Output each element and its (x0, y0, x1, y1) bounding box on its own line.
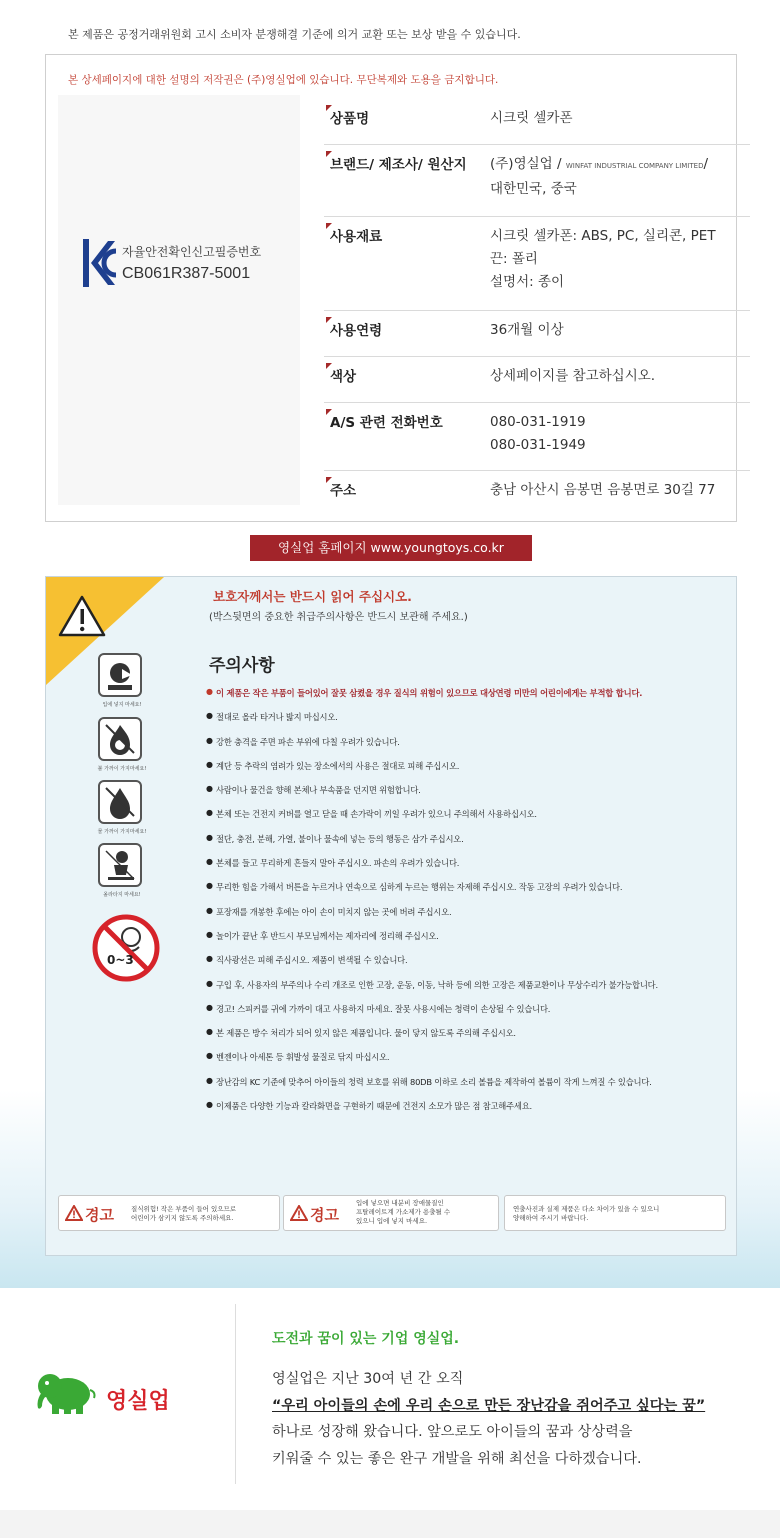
caution-item: ● 사람이나 물건을 향해 본체나 부속품을 던지면 위험합니다. (206, 784, 726, 808)
intro-line: 영실업은 지난 30여 년 간 오직 (272, 1371, 464, 1387)
warning-word: 경고 (310, 1206, 339, 1224)
info-value: 36개월 이상 (490, 322, 564, 338)
caution-item: ● 절대로 올라 타거나 밟지 마십시오. (206, 711, 726, 735)
caution-item: ● 절단, 충전, 분해, 가열, 불이나 물속에 넣는 등의 행동은 삼가 주십시오. (206, 833, 726, 857)
no-fire-icon (98, 717, 142, 761)
warning-line: 있으니 입에 넣지 마세요. (356, 1217, 428, 1225)
notice-line: 양해하여 주시기 바랍니다. (513, 1214, 589, 1222)
info-row-brand (324, 145, 750, 217)
warning-line: 프탈레이트계 가소제가 용출될 수 (356, 1208, 451, 1216)
caution-item: ● 직사광선은 피해 주십시오. 제품이 변색될 수 있습니다. (206, 954, 726, 978)
homepage-link[interactable]: 영실업 홈페이지 www.youngtoys.co.kr (250, 535, 532, 561)
icon-caption: 입에 넣지 마세요! (102, 702, 142, 708)
warning-text (356, 1199, 450, 1226)
no-mouth-icon (98, 653, 142, 697)
warning-line: 질식위험! 작은 부품이 들어 있으므로 (131, 1205, 237, 1213)
info-value: 시크릿 셀카폰 (490, 110, 573, 126)
info-row-product-name (324, 99, 750, 145)
company-intro (272, 1366, 705, 1472)
info-row-address (324, 471, 750, 517)
notice-box-photo (504, 1195, 726, 1231)
info-key: 사용연령 (330, 323, 383, 339)
caution-list (206, 687, 726, 1124)
caution-panel (45, 576, 737, 1256)
info-row-material (324, 217, 750, 311)
intro-line: 키워줄 수 있는 좋은 완구 개발을 위해 최선을 다하겠습니다. (272, 1450, 642, 1467)
kc-certification-panel (58, 95, 300, 505)
intro-line: 하나로 성장해 왔습니다. 앞으로도 아이들의 꿈과 상상력을 (272, 1424, 633, 1440)
info-value: 충남 아산시 음봉면 음봉면로 30길 77 (490, 482, 716, 498)
material-line: 시크릿 셀카폰: ABS, PC, 실리콘, PET (490, 228, 716, 244)
no-water-icon (98, 780, 142, 824)
warning-text (131, 1205, 236, 1223)
caution-item: ● 벤젠이나 아세톤 등 휘발성 물질로 닦지 마십시오. (206, 1051, 726, 1075)
intro-quote: “우리 아이들의 손에 우리 손으로 만든 장난감을 쥐어주고 싶다는 꿈” (272, 1397, 706, 1414)
warning-word: 경고 (85, 1206, 114, 1224)
product-info-box (45, 54, 737, 522)
caution-item: ● 구입 후, 사용자의 부주의나 수리 개조로 인한 고장, 운동, 이동, 낙하 등에 의한 고장은 제품교환이나 무상수리가 불가능합니다. (206, 979, 726, 1003)
material-line: 설명서: 종이 (490, 274, 565, 290)
caution-item: ● 본체를 들고 무리하게 흔들지 말아 주십시오. 파손의 우려가 있습니다. (206, 857, 726, 881)
icon-caption: 물 가까이 가지마세요! (97, 829, 147, 835)
brand-value: (주)영실업 / (490, 156, 566, 172)
info-value (490, 153, 708, 201)
caution-item: ● 강한 충격을 주면 파손 부위에 다칠 우려가 있습니다. (206, 736, 726, 760)
info-key: A/S 관련 전화번호 (330, 415, 443, 431)
company-slogan: 도전과 꿈이 있는 기업 영실업. (272, 1331, 460, 1347)
caution-title: 주의사항 (209, 656, 275, 676)
notice-line: 연출사진과 실제 제품은 다소 차이가 있을 수 있으니 (513, 1205, 660, 1213)
age-restriction-icon (91, 913, 161, 983)
parent-notice-sub: (박스뒷면의 중요한 취급주의사항은 반드시 보관해 주세요.) (209, 612, 468, 623)
caution-item: ● 이 제품은 작은 부품이 들어있어 잘못 삼켰을 경우 질식의 위험이 있으므로 대상연령 미만의 어린이에게는 부적합 합니다. (206, 687, 726, 711)
kc-mark-icon (82, 237, 118, 289)
slash: / (703, 156, 709, 172)
warning-icon (65, 1205, 83, 1221)
warning-icon (290, 1205, 308, 1221)
info-key: 상품명 (330, 111, 370, 127)
origin-value: 대한민국, 중국 (490, 181, 577, 197)
icon-caption: 올라타지 마세요! (103, 892, 141, 898)
info-value (490, 411, 586, 457)
notice-text: 본 제품은 공정거래위원회 고시 소비자 분쟁해결 기준에 의거 교환 또는 보상 받을 수 있습니다. (68, 28, 521, 41)
company-section (0, 1288, 780, 1510)
icon-caption: 불 가까이 가지마세요! (97, 766, 147, 772)
info-value (490, 225, 716, 294)
bottom-strip (0, 1510, 780, 1538)
info-key: 브랜드/ 제조사/ 원산지 (330, 157, 467, 173)
manufacturer-name: WINFAT INDUSTRIAL COMPANY LIMITED (565, 162, 704, 170)
caution-item: ● 포장재를 개봉한 후에는 아이 손이 미치지 않는 곳에 버려 주십시오. (206, 906, 726, 930)
caution-item: ● 경고! 스피커를 귀에 가까이 대고 사용하지 마세요. 잘못 사용시에는 청력이 손상될 수 있습니다. (206, 1003, 726, 1027)
caution-item: ● 계단 등 추락의 염려가 있는 장소에서의 사용은 절대로 피해 주십시오. (206, 760, 726, 784)
company-logo-text: 영실업 (106, 1388, 170, 1413)
material-line: 끈: 폴리 (490, 251, 538, 267)
parent-notice-title: 보호자께서는 반드시 읽어 주십시오. (213, 589, 412, 604)
phone-number: 080-031-1949 (490, 437, 586, 453)
no-riding-icon (98, 843, 142, 887)
caution-item: ● 장난감의 KC 기준에 맞추어 아이들의 청력 보호를 위해 80DB 이하로 소리 볼륨을 제작하여 볼륨이 작게 느껴질 수 있습니다. (206, 1076, 726, 1100)
section-divider (235, 1304, 236, 1484)
copyright-notice: 본 상세페이지에 대한 설명의 저작권은 (주)영실업에 있습니다. 무단복제와 도용을 금지합니다. (68, 74, 499, 86)
warning-box-phthalate (283, 1195, 499, 1231)
warning-line: 어린이가 삼키지 않도록 주의하세요. (131, 1214, 234, 1222)
info-key: 사용재료 (330, 229, 383, 245)
info-row-as-phone (324, 403, 750, 471)
info-value: 상세페이지를 참고하십시오. (490, 368, 656, 384)
warning-box-choking (58, 1195, 280, 1231)
caution-item: ● 본 제품은 방수 처리가 되어 있지 않은 제품입니다. 물이 닿지 않도록 주의해 주십시오. (206, 1027, 726, 1051)
warning-line: 입에 넣으면 내분비 장애물질인 (356, 1199, 444, 1207)
kc-code: CB061R387-5001 (122, 265, 251, 282)
elephant-logo-icon (34, 1370, 100, 1416)
phone-number: 080-031-1919 (490, 414, 586, 430)
notice-text (513, 1205, 659, 1223)
caution-item: ● 무리한 힘을 가해서 버튼을 누르거나 연속으로 심하게 누르는 행위는 자제해 주십시오. 작동 고장의 우려가 있습니다. (206, 881, 726, 905)
info-key: 색상 (330, 369, 357, 385)
caution-item: ● 본체 또는 건전지 커버를 열고 닫을 때 손가락이 끼일 우려가 있으니 주의해서 사용하십시오. (206, 808, 726, 832)
info-row-age (324, 311, 750, 357)
caution-item: ● 놀이가 끝난 후 반드시 부모님께서는 제자리에 정리해 주십시오. (206, 930, 726, 954)
info-row-color (324, 357, 750, 403)
age-mark-text: 0~3 (107, 953, 134, 967)
info-key: 주소 (330, 483, 357, 499)
kc-label: 자율안전확인신고필증번호 (122, 245, 262, 259)
caution-item: ● 이제품은 다양한 기능과 칼라화면을 구현하기 때문에 건전지 소모가 많은 점 참고해주세요. (206, 1100, 726, 1124)
